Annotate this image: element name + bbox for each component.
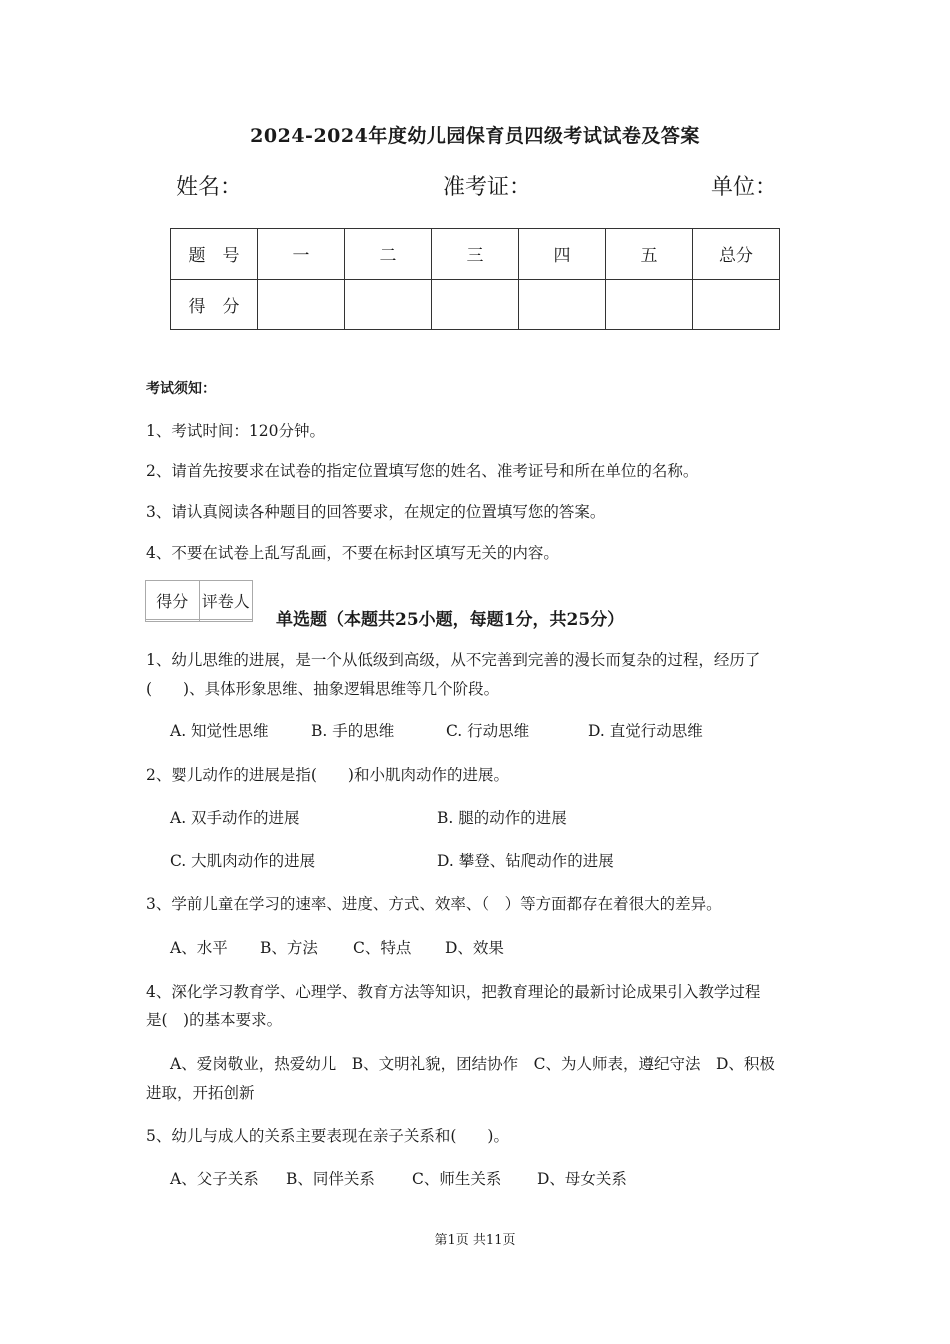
notice-item: 3、请认真阅读各种题目的回答要求，在规定的位置填写您的答案。 [146, 503, 606, 521]
grader-score-label: 得分 [146, 581, 200, 620]
score-table-header-row [171, 229, 780, 280]
question-stem: 4、深化学习教育学、心理学、教育方法等知识，把教育理论的最新讨论成果引入教学过程 [146, 983, 761, 1001]
score-cell[interactable] [519, 279, 606, 330]
grader-reviewer-cell[interactable] [199, 620, 253, 622]
grader-reviewer-label: 评卷人 [199, 581, 253, 620]
option: D. 直觉行动思维 [588, 722, 703, 740]
option: A. 知觉性思维 [170, 722, 269, 740]
score-table-header-label: 题 号 [171, 229, 258, 280]
question-stem: 3、学前儿童在学习的速率、进度、方式、效率、（ ）等方面都存在着很大的差异。 [146, 895, 722, 913]
option: B. 手的思维 [311, 722, 395, 740]
exam-title: 2024-2024年度幼儿园保育员四级考试试卷及答案 [250, 125, 700, 147]
option: C. 行动思维 [446, 722, 530, 740]
option: A、父子关系 [170, 1170, 259, 1188]
score-cell[interactable] [258, 279, 345, 330]
question-stem: 2、婴儿动作的进展是指( )和小肌肉动作的进展。 [146, 766, 509, 784]
question-stem: 1、幼儿思维的进展，是一个从低级到高级，从不完善到完善的漫长而复杂的过程，经历了 [146, 651, 761, 669]
section-title: 单选题（本题共25小题，每题1分，共25分） [276, 610, 625, 630]
notice-item: 4、不要在试卷上乱写乱画，不要在标封区填写无关的内容。 [146, 544, 559, 562]
question-stem: 5、幼儿与成人的关系主要表现在亲子关系和( )。 [146, 1127, 509, 1145]
option: A、水平 [170, 939, 228, 957]
option: 进取，开拓创新 [146, 1084, 255, 1102]
option: D、效果 [445, 939, 504, 957]
option: A、爱岗敬业，热爱幼儿 B、文明礼貌，团结协作 C、为人师表，遵纪守法 D、积极 [170, 1055, 775, 1073]
name-label: 姓名： [176, 175, 243, 200]
unit-label: 单位： [711, 175, 778, 200]
option: B. 腿的动作的进展 [437, 809, 567, 827]
page-footer: 第1页 共11页 [434, 1233, 516, 1248]
option: C、特点 [353, 939, 412, 957]
option: D. 攀登、钻爬动作的进展 [437, 852, 614, 870]
score-table-column: 二 [345, 229, 432, 280]
score-cell[interactable] [693, 279, 780, 330]
question-stem: ( )、具体形象思维、抽象逻辑思维等几个阶段。 [146, 680, 500, 698]
exam-id-label: 准考证： [443, 175, 532, 200]
notice-item: 1、考试时间：120分钟。 [146, 422, 325, 440]
score-table-score-row [171, 279, 780, 330]
score-cell[interactable] [345, 279, 432, 330]
option: C. 大肌肉动作的进展 [170, 852, 316, 870]
option: B、方法 [260, 939, 318, 957]
grader-box [145, 580, 253, 622]
option: D、母女关系 [537, 1170, 627, 1188]
score-table [170, 228, 780, 330]
score-cell[interactable] [606, 279, 693, 330]
notice-item: 2、请首先按要求在试卷的指定位置填写您的姓名、准考证号和所在单位的名称。 [146, 462, 699, 480]
score-cell[interactable] [432, 279, 519, 330]
score-table-column: 三 [432, 229, 519, 280]
option: B、同伴关系 [286, 1170, 375, 1188]
question-stem: 是( )的基本要求。 [146, 1011, 283, 1029]
score-table-column: 总分 [693, 229, 780, 280]
score-table-row-label: 得 分 [171, 279, 258, 330]
grader-score-cell[interactable] [146, 620, 200, 622]
option: C、师生关系 [412, 1170, 502, 1188]
score-table-column: 四 [519, 229, 606, 280]
option: A. 双手动作的进展 [170, 809, 300, 827]
notice-title: 考试须知： [146, 381, 216, 397]
score-table-column: 一 [258, 229, 345, 280]
score-table-column: 五 [606, 229, 693, 280]
